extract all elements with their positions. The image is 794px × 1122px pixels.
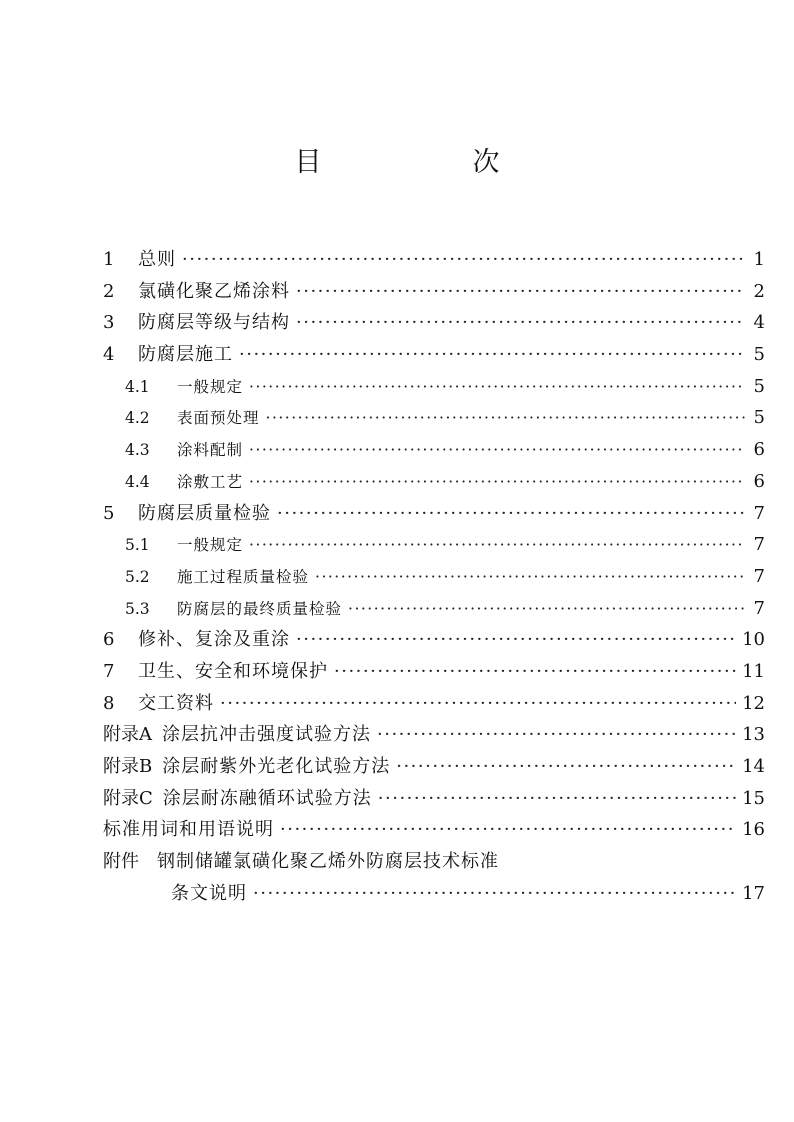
toc-entry-continuation bbox=[103, 878, 765, 910]
toc-dot-leader bbox=[277, 498, 745, 530]
toc-entry-number: 6 bbox=[103, 629, 115, 651]
toc-dot-leader bbox=[249, 372, 745, 404]
toc-entry-page: 7 bbox=[753, 597, 765, 619]
toc-dot-leader bbox=[396, 751, 736, 783]
toc-entry-page: 17 bbox=[742, 882, 765, 904]
toc-entry-title: 标准用词和用语说明 bbox=[103, 819, 274, 841]
toc-dot-leader bbox=[249, 435, 745, 467]
toc-entry-number: 4 bbox=[103, 344, 115, 366]
toc-entry-number: 3 bbox=[103, 312, 115, 334]
toc-dot-leader bbox=[296, 307, 745, 339]
toc-entry-title: 防腐层等级与结构 bbox=[138, 312, 290, 334]
toc-entry-title: 表面预处理 bbox=[177, 409, 260, 428]
toc-entry-title: 防腐层施工 bbox=[138, 344, 233, 366]
toc-entry-page: 4 bbox=[753, 312, 765, 334]
toc-entry-page: 10 bbox=[742, 629, 765, 651]
toc-entry-title: 卫生、安全和环境保护 bbox=[138, 660, 328, 682]
toc-entry-page: 7 bbox=[753, 502, 765, 524]
toc-entry bbox=[103, 307, 765, 339]
toc-entry-page: 1 bbox=[753, 249, 765, 270]
toc-dot-leader bbox=[182, 244, 745, 276]
toc-entry-title: 涂料配制 bbox=[177, 441, 244, 460]
toc-entry-number: 5.2 bbox=[125, 567, 150, 586]
toc-subentry bbox=[103, 561, 765, 593]
toc-dot-leader bbox=[253, 878, 736, 910]
toc-subentry bbox=[103, 593, 765, 625]
toc-entry-title: 一般规定 bbox=[177, 377, 244, 396]
toc-attachment-entry bbox=[103, 846, 765, 878]
toc-entry-number: 7 bbox=[103, 660, 115, 682]
toc-entry-page: 16 bbox=[742, 819, 765, 841]
toc-dot-leader bbox=[378, 783, 736, 815]
toc-dot-leader bbox=[296, 276, 745, 308]
toc-entry-page: 2 bbox=[753, 280, 765, 302]
toc-entry-page: 5 bbox=[753, 375, 765, 397]
toc-entry-number: 4.1 bbox=[125, 377, 150, 396]
toc-subentry bbox=[103, 371, 765, 403]
toc-entry-title: 涂层耐冻融循环试验方法 bbox=[162, 787, 372, 809]
toc-entry-page: 14 bbox=[742, 756, 765, 777]
toc-entry-title: 涂层耐紫外光老化试验方法 bbox=[162, 756, 391, 777]
toc-dot-leader bbox=[280, 814, 736, 846]
toc-entry-title: 条文说明 bbox=[171, 882, 247, 904]
toc-entry-title: 钢制储罐氯磺化聚乙烯外防腐层技术标准 bbox=[157, 851, 499, 873]
toc-appendix-entry bbox=[103, 751, 765, 783]
toc-dot-leader bbox=[315, 562, 745, 594]
toc-entry-page: 5 bbox=[753, 344, 765, 366]
toc-entry-number: 附录C bbox=[103, 787, 153, 809]
toc-entry-number: 4.4 bbox=[125, 472, 150, 491]
toc-entry-number: 8 bbox=[103, 692, 115, 714]
toc-entry-number: 5.1 bbox=[125, 536, 150, 555]
toc-entry-page: 5 bbox=[753, 407, 765, 429]
toc-entry-number: 附录A bbox=[103, 724, 152, 746]
toc-entry-page: 6 bbox=[753, 439, 765, 461]
toc-entry-number: 5.3 bbox=[125, 599, 150, 618]
toc-entry bbox=[103, 624, 765, 656]
toc-entry-title: 施工过程质量检验 bbox=[177, 567, 310, 586]
table-of-contents bbox=[103, 244, 765, 909]
toc-subentry bbox=[103, 529, 765, 561]
toc-entry-page: 11 bbox=[742, 660, 765, 682]
toc-entry-title: 防腐层质量检验 bbox=[138, 502, 271, 524]
toc-entry-page: 13 bbox=[742, 724, 765, 746]
toc-entry-page: 15 bbox=[742, 787, 765, 809]
toc-entry-title: 总则 bbox=[138, 249, 176, 270]
toc-dot-leader bbox=[220, 688, 736, 720]
toc-subentry bbox=[103, 434, 765, 466]
toc-dot-leader bbox=[266, 403, 745, 435]
toc-dot-leader bbox=[249, 467, 745, 499]
toc-dot-leader bbox=[377, 719, 736, 751]
toc-entry bbox=[103, 656, 765, 688]
toc-dot-leader bbox=[334, 656, 736, 688]
toc-entry-title: 氯磺化聚乙烯涂料 bbox=[138, 280, 290, 302]
toc-entry-number: 4.3 bbox=[125, 441, 150, 460]
toc-dot-leader bbox=[249, 530, 745, 562]
toc-entry bbox=[103, 276, 765, 308]
toc-entry-title: 涂敷工艺 bbox=[177, 472, 244, 491]
toc-dot-leader bbox=[239, 339, 745, 371]
toc-subentry bbox=[103, 466, 765, 498]
toc-entry-number: 4.2 bbox=[125, 409, 150, 428]
toc-entry bbox=[103, 688, 765, 720]
page-title: 目 次 bbox=[294, 147, 562, 178]
toc-entry-title: 涂层抗冲击强度试验方法 bbox=[162, 724, 371, 746]
toc-entry bbox=[103, 498, 765, 530]
toc-entry-title: 一般规定 bbox=[177, 536, 244, 555]
toc-entry bbox=[103, 339, 765, 371]
toc-entry-number: 附件 bbox=[103, 851, 139, 873]
toc-appendix-entry bbox=[103, 719, 765, 751]
toc-entry bbox=[103, 244, 765, 276]
toc-entry-number: 2 bbox=[103, 280, 115, 302]
toc-entry-title: 防腐层的最终质量检验 bbox=[177, 599, 343, 618]
toc-entry-page: 7 bbox=[753, 565, 765, 587]
toc-appendix-entry bbox=[103, 783, 765, 815]
toc-entry-number: 5 bbox=[103, 502, 115, 524]
toc-entry-page: 7 bbox=[753, 534, 765, 556]
toc-entry-number: 附录B bbox=[103, 756, 153, 777]
toc-entry-page: 6 bbox=[753, 470, 765, 492]
toc-entry-number: 1 bbox=[103, 249, 115, 270]
toc-entry-title: 修补、复涂及重涂 bbox=[138, 629, 290, 651]
toc-dot-leader bbox=[348, 594, 745, 626]
toc-entry bbox=[103, 814, 765, 846]
toc-subentry bbox=[103, 402, 765, 434]
toc-entry-page: 12 bbox=[742, 692, 765, 714]
toc-entry-title: 交工资料 bbox=[138, 692, 214, 714]
toc-dot-leader bbox=[296, 624, 736, 656]
